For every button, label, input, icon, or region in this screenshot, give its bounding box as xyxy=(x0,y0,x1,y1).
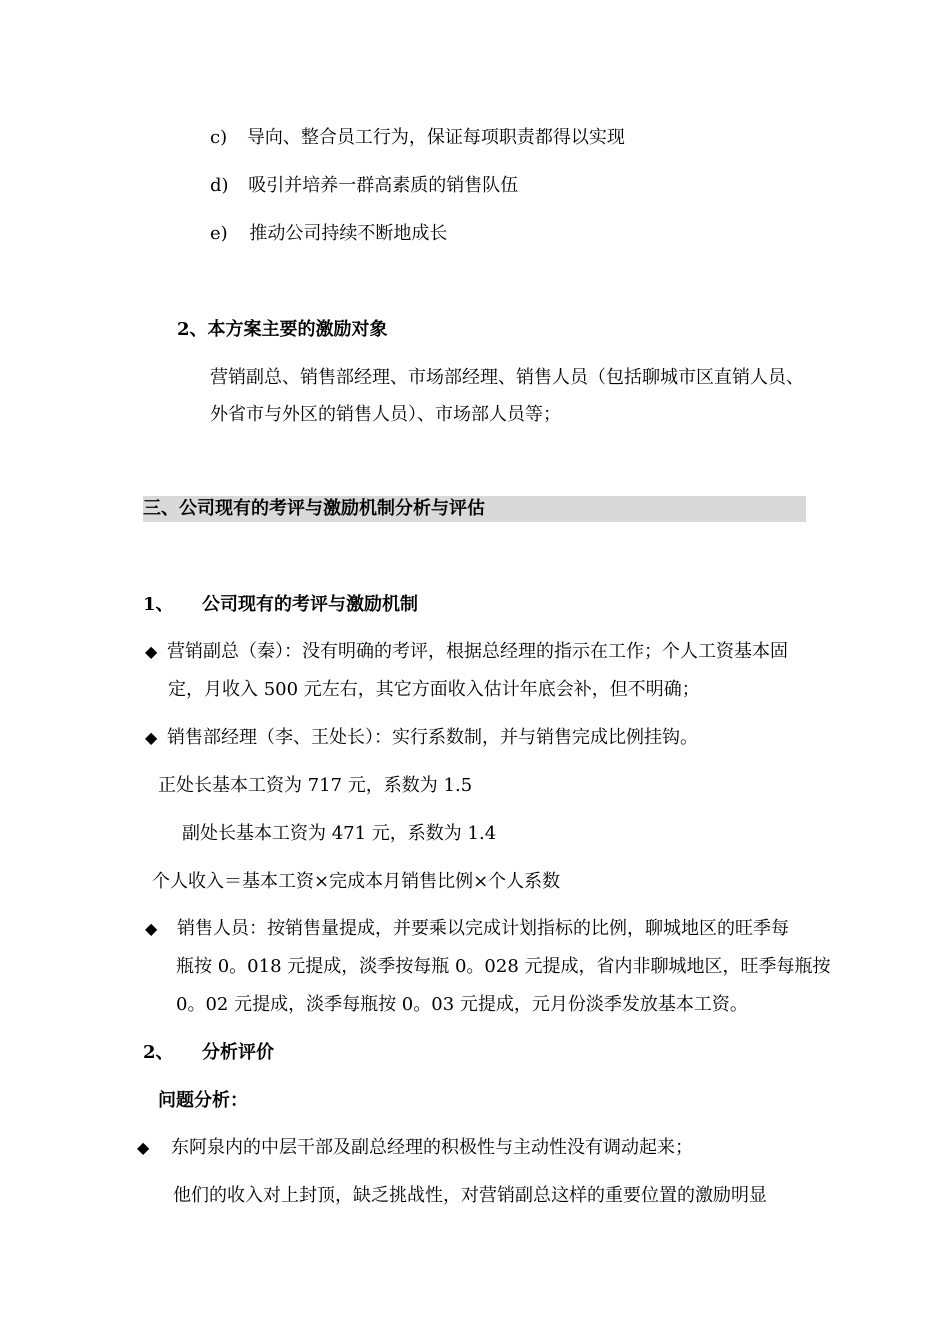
list-item xyxy=(210,126,625,150)
subsection-title: 公司现有的考评与激励机制 xyxy=(202,594,418,615)
bullet-text: 销售人员：按销售量提成，并要乘以完成计划指标的比例，聊城地区的旺季每 xyxy=(177,918,790,939)
list-marker: d) xyxy=(210,175,229,196)
bullet-continuation: 瓶按 0。018 元提成，淡季按每瓶 0。028 元提成，省内非聊城地区，旺季每瓶按 xyxy=(176,956,831,977)
paragraph-line: 外省市与外区的销售人员）、市场部人员等； xyxy=(210,404,561,425)
list-item xyxy=(210,222,447,246)
list-item xyxy=(210,174,518,198)
bullet-text: 东阿泉内的中层干部及副总经理的积极性与主动性没有调动起来； xyxy=(171,1137,694,1158)
subsection-number: 1、 xyxy=(143,594,174,615)
bullet-item xyxy=(145,640,788,664)
paragraph-line: 正处长基本工资为 717 元，系数为 1.5 xyxy=(158,775,473,796)
list-marker: e) xyxy=(210,223,228,244)
formula-line: 个人收入＝基本工资×完成本月销售比例×个人系数 xyxy=(152,871,561,892)
diamond-icon: ◆ xyxy=(137,1138,150,1157)
paragraph-line: 营销副总、销售部经理、市场部经理、销售人员（包括聊城市区直销人员、 xyxy=(210,367,804,388)
subsection-heading xyxy=(143,593,418,617)
paragraph-line: 副处长基本工资为 471 元，系数为 1.4 xyxy=(182,823,497,844)
subsection-number: 2、 xyxy=(143,1042,174,1063)
list-marker: c) xyxy=(210,127,228,148)
bullet-item xyxy=(145,917,789,941)
bullet-text: 营销副总（秦）：没有明确的考评，根据总经理的指示在工作；个人工资基本固 xyxy=(167,641,789,662)
list-text: 吸引并培养一群高素质的销售队伍 xyxy=(248,175,519,196)
section-heading: 2、本方案主要的激励对象 xyxy=(177,319,388,340)
diamond-icon: ◆ xyxy=(145,919,158,938)
bullet-continuation: 定，月收入 500 元左右，其它方面收入估计年底会补，但不明确； xyxy=(168,679,700,700)
diamond-icon: ◆ xyxy=(145,642,158,661)
section-title: 三、公司现有的考评与激励机制分析与评估 xyxy=(143,498,485,519)
list-text: 推动公司持续不断地成长 xyxy=(249,223,448,244)
bullet-item xyxy=(145,726,698,750)
problem-heading: 问题分析： xyxy=(158,1090,248,1111)
list-text: 导向、整合员工行为，保证每项职责都得以实现 xyxy=(246,127,625,148)
paragraph-line: 他们的收入对上封顶，缺乏挑战性，对营销副总这样的重要位置的激励明显 xyxy=(173,1185,767,1206)
bullet-continuation: 0。02 元提成，淡季每瓶按 0。03 元提成，元月份淡季发放基本工资。 xyxy=(176,994,748,1015)
subsection-heading xyxy=(143,1041,274,1065)
bullet-text: 销售部经理（李、王处长）：实行系数制，并与销售完成比例挂钩。 xyxy=(167,727,699,748)
subsection-title: 分析评价 xyxy=(202,1042,274,1063)
bullet-item xyxy=(137,1136,693,1160)
diamond-icon: ◆ xyxy=(145,728,158,747)
